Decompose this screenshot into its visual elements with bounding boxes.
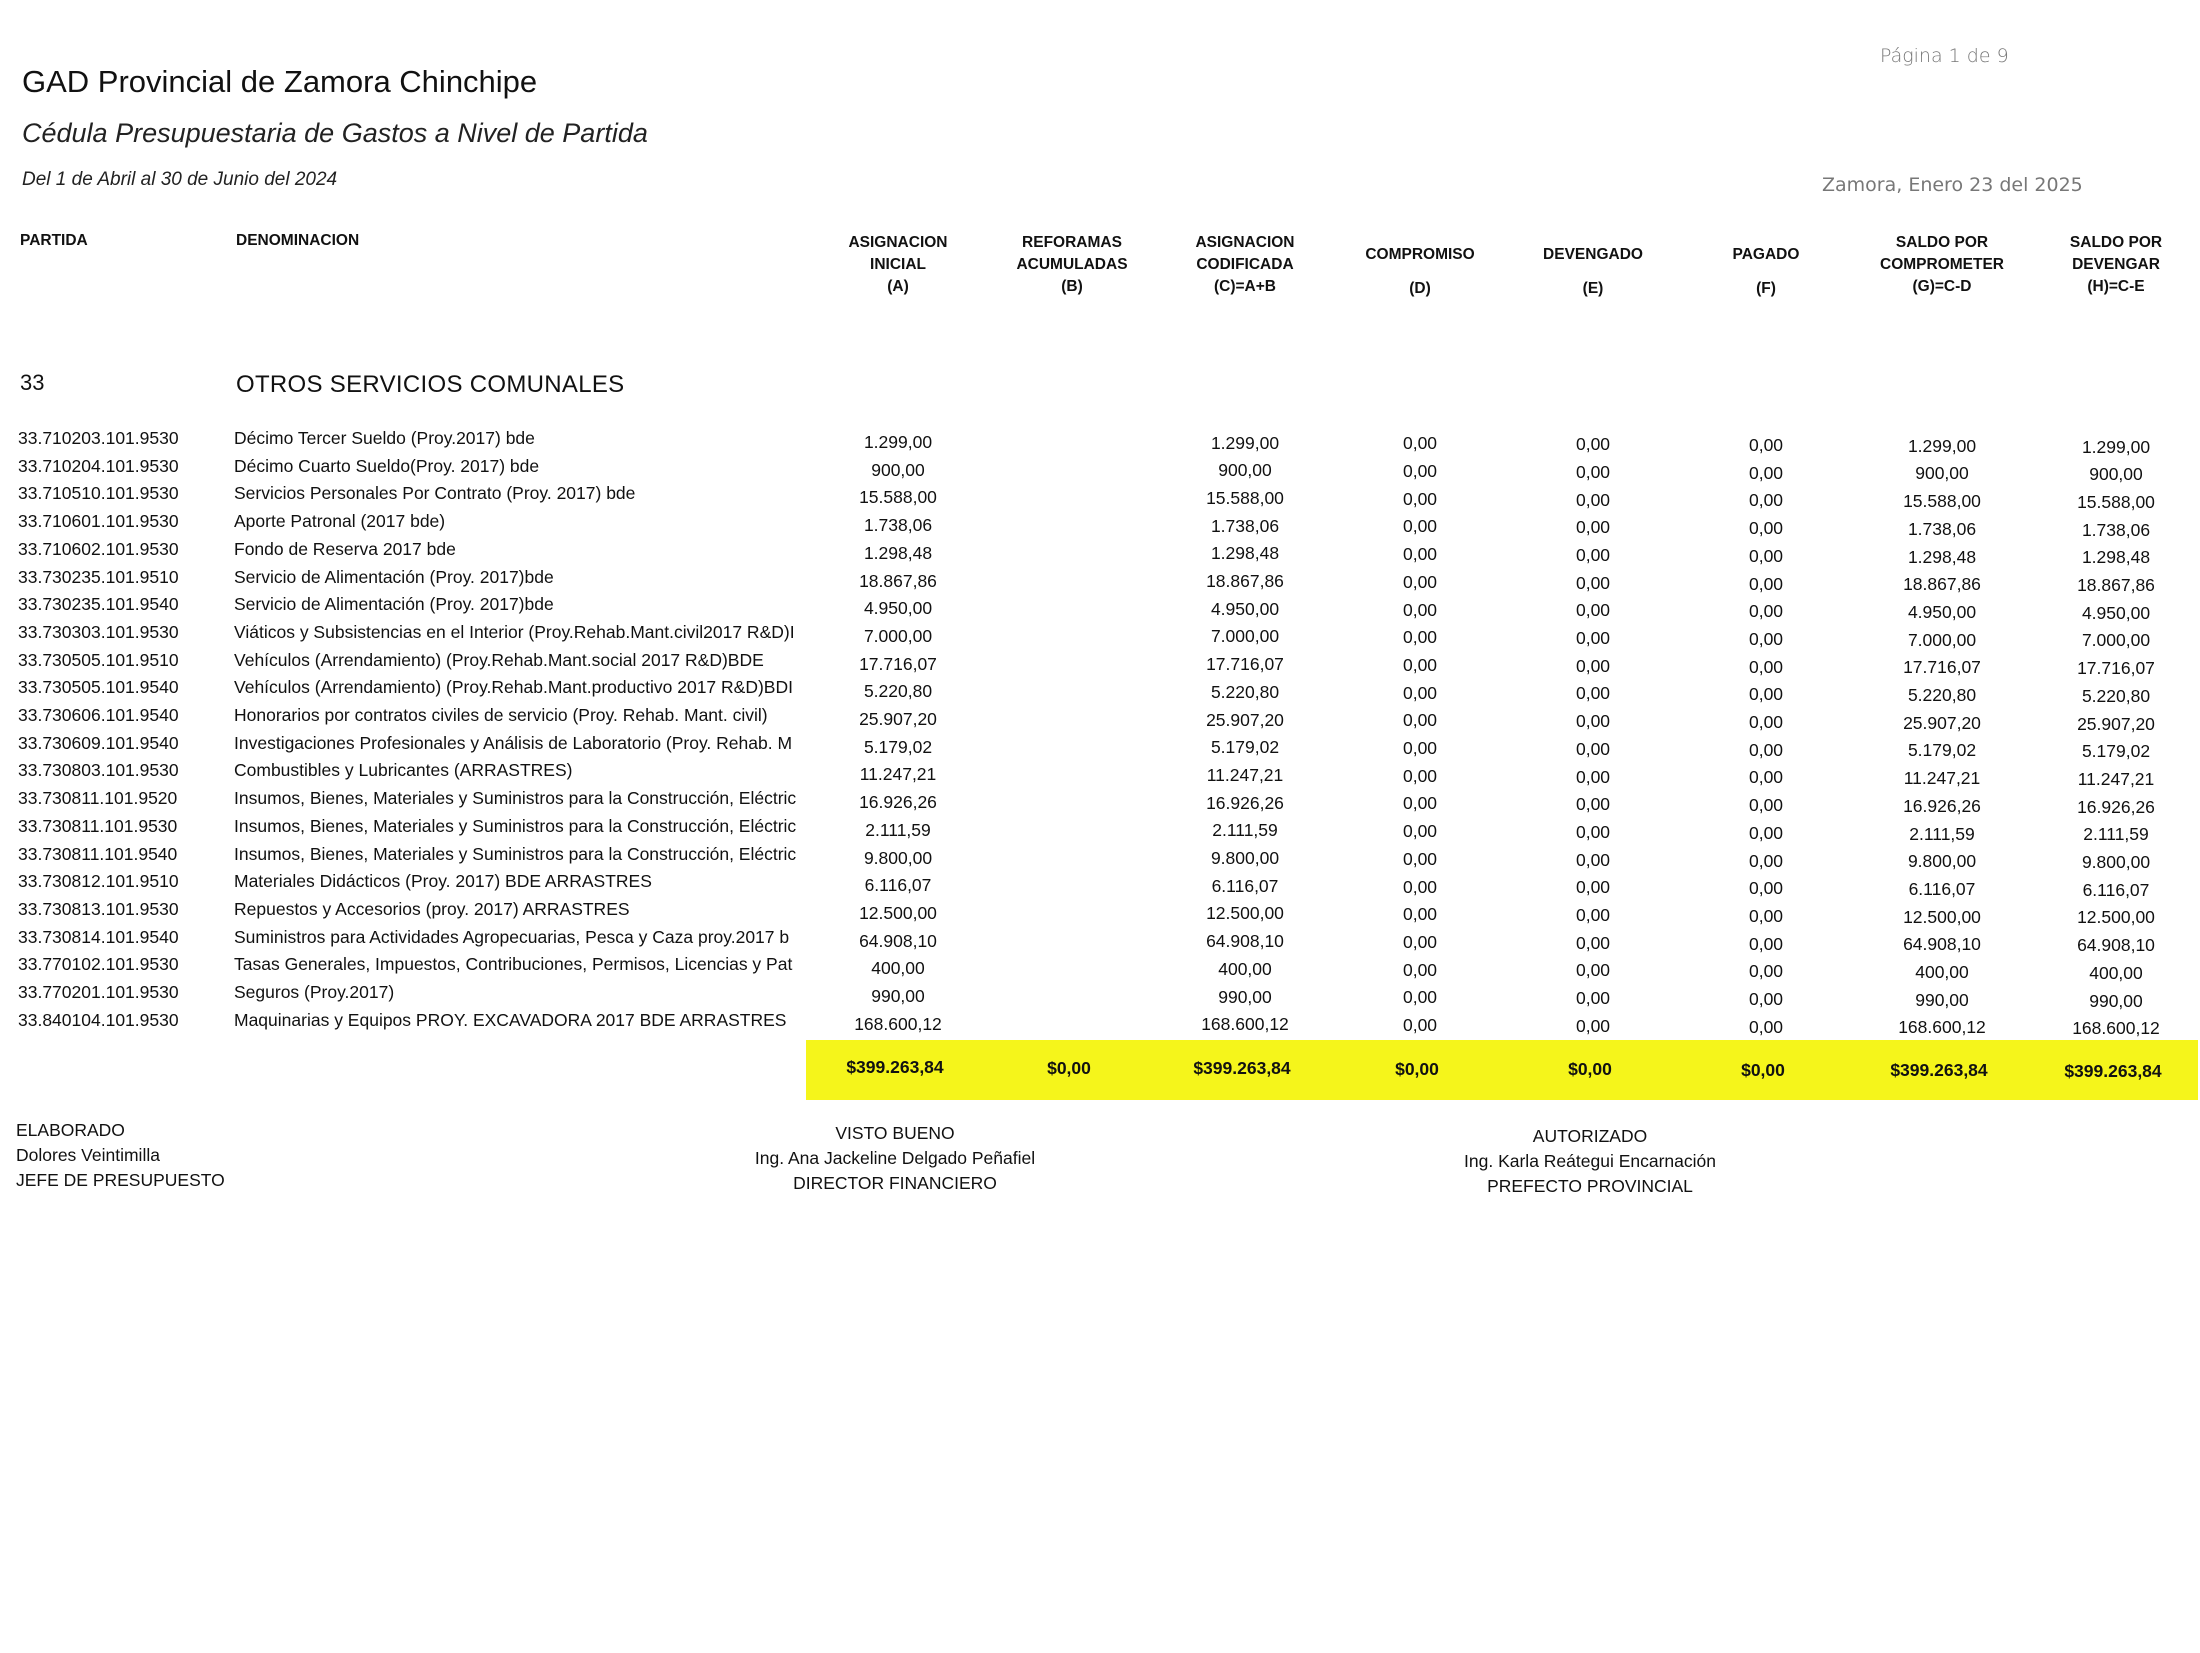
signature-title: DIRECTOR FINANCIERO	[793, 1173, 997, 1193]
cell-a: 16.926,26	[859, 792, 937, 813]
total-h: $399.263,84	[2064, 1060, 2162, 1081]
cell-e: 0,00	[1575, 1015, 1611, 1036]
cell-c: 1.298,48	[1210, 543, 1280, 564]
denominacion: Viáticos y Subsistencias en el Interior (Proy.Rehab.Mant.civil2017 R&D)I	[234, 621, 795, 642]
cell-a: 1.738,06	[863, 515, 933, 536]
cell-e: 0,00	[1575, 766, 1611, 787]
cell-a: 17.716,07	[859, 653, 937, 674]
partida-code: 33.710510.101.9530	[18, 483, 179, 504]
table-row	[0, 788, 2200, 815]
cell-e: 0,00	[1575, 655, 1611, 676]
cell-c: 16.926,26	[1206, 792, 1284, 813]
table-row	[0, 899, 2200, 926]
cell-d: 0,00	[1402, 793, 1438, 814]
cell-c: 9.800,00	[1210, 848, 1280, 869]
cell-h: 7.000,00	[2081, 630, 2151, 651]
signature-title: PREFECTO PROVINCIAL	[1487, 1176, 1693, 1196]
cell-g: 7.000,00	[1907, 629, 1977, 650]
cell-h: 15.588,00	[2077, 491, 2155, 512]
cell-c: 64.908,10	[1206, 931, 1284, 952]
cell-c: 17.716,07	[1206, 654, 1284, 675]
column-header-line2: CODIFICADA	[1196, 256, 1294, 273]
section-name: OTROS SERVICIOS COMUNALES	[236, 371, 625, 398]
cell-e: 0,00	[1575, 905, 1611, 926]
document-subtitle: Cédula Presupuestaria de Gastos a Nivel de Partida	[22, 118, 648, 148]
cell-f: 0,00	[1748, 989, 1784, 1009]
table-row	[0, 622, 2200, 649]
partida-code: 33.770102.101.9530	[18, 954, 179, 975]
cell-d: 0,00	[1402, 461, 1438, 482]
denominacion: Servicio de Alimentación (Proy. 2017)bde	[234, 566, 554, 587]
cell-e: 0,00	[1575, 489, 1611, 510]
cell-g: 64.908,10	[1903, 934, 1981, 955]
table-row	[0, 483, 2200, 510]
cell-e: 0,00	[1575, 960, 1611, 981]
cell-h: 25.907,20	[2077, 713, 2155, 734]
column-header-code: (B)	[1061, 278, 1083, 295]
cell-f: 0,00	[1748, 573, 1784, 594]
cell-e: 0,00	[1575, 711, 1611, 732]
column-header-e	[1503, 244, 1683, 300]
cell-f: 0,00	[1748, 961, 1784, 982]
cell-f: 0,00	[1748, 878, 1784, 899]
denominacion: Servicio de Alimentación (Proy. 2017)bde	[234, 594, 554, 615]
signature-role: ELABORADO	[16, 1120, 125, 1140]
cell-h: 9.800,00	[2081, 852, 2151, 873]
signature-name: Ing. Karla Reátegui Encarnación	[1464, 1151, 1716, 1171]
table-row	[0, 1010, 2200, 1037]
cell-f: 0,00	[1748, 656, 1784, 677]
column-header-f	[1676, 244, 1856, 300]
cell-e: 0,00	[1575, 600, 1611, 621]
column-header-c	[1155, 232, 1335, 298]
column-header-code: (G)=C-D	[1912, 278, 1972, 295]
cell-c: 1.299,00	[1210, 432, 1280, 453]
cell-c: 5.220,80	[1210, 681, 1280, 702]
cell-f: 0,00	[1748, 601, 1784, 622]
cell-f: 0,00	[1748, 435, 1784, 455]
cell-h: 17.716,07	[2077, 658, 2155, 679]
column-header-line2: COMPROMETER	[1880, 256, 2004, 273]
cell-g: 4.950,00	[1907, 601, 1977, 622]
cell-h: 11.247,21	[2077, 768, 2155, 789]
cell-h: 6.116,07	[2082, 879, 2150, 900]
partida-code: 33.730609.101.9540	[18, 732, 179, 753]
table-row	[0, 954, 2200, 981]
cell-d: 0,00	[1402, 654, 1438, 675]
table-row	[0, 760, 2200, 787]
cell-a: 11.247,21	[859, 764, 937, 785]
denominacion: Honorarios por contratos civiles de servicio (Proy. Rehab. Mant. civil)	[234, 705, 768, 725]
column-header-code: (H)=C-E	[2087, 278, 2145, 295]
cell-a: 2.111,59	[865, 819, 931, 840]
cell-e: 0,00	[1575, 628, 1611, 649]
cell-g: 1.298,48	[1907, 546, 1977, 567]
cell-g: 17.716,07	[1903, 657, 1981, 678]
signature-role: VISTO BUENO	[835, 1123, 955, 1143]
cell-c: 168.600,12	[1201, 1014, 1289, 1035]
cell-d: 0,00	[1402, 516, 1438, 537]
cell-e: 0,00	[1575, 821, 1611, 842]
cell-h: 5.179,02	[2081, 741, 2151, 762]
cell-h: 900,00	[2089, 464, 2143, 485]
signature-autorizado	[1400, 1124, 1780, 1199]
table-row	[0, 844, 2200, 871]
partida-code: 33.710204.101.9530	[18, 455, 179, 476]
cell-g: 12.500,00	[1903, 906, 1981, 927]
cell-f: 0,00	[1748, 739, 1784, 760]
cell-h: 2.111,59	[2083, 824, 2149, 845]
cell-d: 0,00	[1402, 710, 1438, 731]
cell-h: 400,00	[2089, 962, 2143, 983]
table-row	[0, 982, 2200, 1009]
place-date: Zamora, Enero 23 del 2025	[1822, 174, 2083, 196]
partida-code: 33.770201.101.9530	[18, 982, 179, 1002]
column-header-line1: COMPROMISO	[1365, 246, 1475, 263]
partida-code: 33.730811.101.9540	[18, 843, 178, 864]
cell-c: 4.950,00	[1210, 598, 1280, 619]
cell-d: 0,00	[1402, 488, 1438, 509]
cell-e: 0,00	[1575, 988, 1611, 1009]
cell-f: 0,00	[1748, 545, 1784, 566]
cell-f: 0,00	[1748, 712, 1784, 732]
cell-h: 4.950,00	[2081, 602, 2151, 623]
cell-d: 0,00	[1402, 931, 1438, 952]
partida-code: 33.730235.101.9510	[18, 566, 179, 587]
cell-d: 0,00	[1402, 544, 1438, 565]
column-header-line1: SALDO POR	[1895, 234, 1989, 251]
partida-code: 33.730812.101.9510	[18, 871, 179, 892]
denominacion: Maquinarias y Equipos PROY. EXCAVADORA 2017 BDE ARRASTRES	[234, 1009, 787, 1030]
cell-g: 168.600,12	[1898, 1017, 1986, 1038]
cell-e: 0,00	[1575, 683, 1611, 704]
cell-c: 990,00	[1218, 986, 1272, 1007]
total-d: $0,00	[1395, 1058, 1439, 1079]
cell-e: 0,00	[1575, 572, 1611, 593]
partida-code: 33.730505.101.9510	[18, 649, 179, 670]
table-row	[0, 539, 2200, 566]
cell-a: 9.800,00	[863, 847, 933, 868]
cell-a: 5.179,02	[863, 736, 933, 757]
cell-d: 0,00	[1402, 987, 1438, 1008]
cell-d: 0,00	[1402, 765, 1438, 786]
cell-g: 400,00	[1915, 962, 1969, 983]
cell-f: 0,00	[1748, 490, 1784, 511]
cell-h: 12.500,00	[2077, 907, 2155, 928]
cell-d: 0,00	[1402, 848, 1438, 869]
document-title: GAD Provincial de Zamora Chinchipe	[22, 64, 538, 99]
table-row	[0, 871, 2200, 898]
cell-f: 0,00	[1748, 518, 1784, 539]
partida-code: 33.730235.101.9540	[18, 594, 179, 615]
column-header-partida: PARTIDA	[20, 232, 88, 249]
column-header-line1: PAGADO	[1732, 246, 1800, 263]
denominacion: Fondo de Reserva 2017 bde	[234, 538, 456, 559]
cell-d: 0,00	[1402, 571, 1438, 592]
cell-c: 900,00	[1218, 460, 1272, 481]
cell-g: 5.179,02	[1907, 740, 1977, 761]
cell-d: 0,00	[1402, 876, 1438, 897]
cell-c: 25.907,20	[1206, 709, 1284, 730]
cell-g: 900,00	[1915, 463, 1969, 484]
cell-h: 1.298,48	[2081, 547, 2151, 568]
table-row	[0, 511, 2200, 538]
column-header-line2: DEVENGAR	[2072, 256, 2160, 273]
denominacion: Insumos, Bienes, Materiales y Suministros para la Construcción, Eléctric	[234, 843, 797, 864]
cell-f: 0,00	[1748, 462, 1784, 483]
cell-e: 0,00	[1575, 877, 1611, 898]
cell-e: 0,00	[1575, 932, 1611, 953]
partida-code: 33.730606.101.9540	[18, 705, 179, 725]
cell-a: 6.116,07	[864, 875, 932, 896]
cell-e: 0,00	[1575, 738, 1611, 759]
denominacion: Servicios Personales Por Contrato (Proy. 2017) bde	[234, 483, 636, 504]
cell-f: 0,00	[1748, 822, 1784, 843]
partida-code: 33.730814.101.9540	[18, 926, 179, 947]
denominacion: Vehículos (Arrendamiento) (Proy.Rehab.Mant.social 2017 R&D)BDE	[234, 649, 764, 670]
cell-f: 0,00	[1748, 628, 1784, 649]
cell-c: 7.000,00	[1210, 626, 1280, 647]
denominacion: Repuestos y Accesorios (proy. 2017) ARRASTRES	[234, 898, 630, 919]
cell-a: 900,00	[871, 459, 925, 480]
column-header-code: (A)	[887, 278, 909, 295]
cell-f: 0,00	[1748, 684, 1784, 705]
table-row	[0, 816, 2200, 843]
denominacion: Materiales Didácticos (Proy. 2017) BDE ARRASTRES	[234, 871, 652, 892]
partida-code: 33.710203.101.9530	[18, 428, 179, 448]
signature-visto-bueno	[700, 1121, 1090, 1196]
column-header-b	[982, 232, 1162, 298]
cell-d: 0,00	[1402, 682, 1438, 703]
cell-g: 1.299,00	[1907, 435, 1977, 456]
cell-a: 12.500,00	[859, 902, 937, 923]
partida-code: 33.710602.101.9530	[18, 538, 179, 559]
partida-code: 33.730505.101.9540	[18, 677, 179, 698]
signature-name: Dolores Veintimilla	[16, 1145, 160, 1165]
column-header-code: (C)=A+B	[1213, 278, 1276, 295]
table-row	[0, 733, 2200, 760]
partida-code: 33.840104.101.9530	[18, 1009, 179, 1030]
table-row	[0, 594, 2200, 621]
cell-a: 15.588,00	[859, 487, 937, 508]
total-g: $399.263,84	[1890, 1060, 1988, 1080]
cell-c: 15.588,00	[1206, 487, 1284, 508]
denominacion: Insumos, Bienes, Materiales y Suministros para la Construcción, Eléctric	[234, 788, 797, 809]
signature-elaborado	[16, 1118, 225, 1193]
total-a: $399.263,84	[846, 1057, 944, 1077]
cell-c: 11.247,21	[1206, 764, 1284, 785]
cell-a: 4.950,00	[863, 598, 933, 619]
table-row	[0, 927, 2200, 954]
partida-code: 33.710601.101.9530	[18, 511, 179, 532]
cell-g: 15.588,00	[1903, 491, 1981, 512]
partida-code: 33.730811.101.9520	[18, 788, 178, 809]
cell-f: 0,00	[1748, 905, 1784, 926]
total-e: $0,00	[1568, 1059, 1612, 1079]
cell-a: 25.907,20	[859, 709, 937, 729]
partida-code: 33.730803.101.9530	[18, 760, 179, 781]
cell-a: 400,00	[871, 958, 925, 979]
cell-e: 0,00	[1575, 544, 1611, 565]
column-header-a	[808, 232, 988, 298]
section-code: 33	[20, 370, 45, 395]
cell-g: 25.907,20	[1903, 712, 1981, 733]
denominacion: Suministros para Actividades Agropecuarias, Pesca y Caza proy.2017 b	[234, 926, 790, 947]
total-b: $0,00	[1047, 1057, 1091, 1078]
table-row	[0, 705, 2200, 732]
cell-h: 1.299,00	[2081, 436, 2151, 457]
cell-g: 2.111,59	[1909, 823, 1975, 844]
table-row	[0, 677, 2200, 704]
page-number: Página 1 de 9	[1880, 45, 2009, 67]
cell-c: 12.500,00	[1206, 903, 1284, 924]
denominacion: Combustibles y Lubricantes (ARRASTRES)	[234, 760, 573, 781]
total-c: $399.263,84	[1193, 1058, 1291, 1078]
cell-h: 990,00	[2089, 990, 2143, 1011]
table-row	[0, 567, 2200, 594]
column-header-code: (E)	[1582, 280, 1604, 297]
denominacion: Décimo Cuarto Sueldo(Proy. 2017) bde	[234, 455, 540, 476]
column-header-g	[1852, 232, 2032, 298]
table-row	[0, 428, 2200, 455]
denominacion: Seguros (Proy.2017)	[234, 982, 395, 1002]
column-header-line1: ASIGNACION	[848, 234, 948, 251]
cell-e: 0,00	[1575, 849, 1611, 870]
cell-d: 0,00	[1402, 599, 1438, 620]
cell-a: 1.299,00	[863, 432, 933, 452]
cell-h: 64.908,10	[2077, 935, 2155, 956]
cell-c: 18.867,86	[1206, 571, 1284, 592]
denominacion: Vehículos (Arrendamiento) (Proy.Rehab.Mant.productivo 2017 R&D)BDI	[234, 677, 793, 698]
cell-g: 1.738,06	[1907, 518, 1977, 539]
cell-h: 16.926,26	[2077, 796, 2155, 817]
signature-role: AUTORIZADO	[1532, 1126, 1648, 1146]
cell-c: 6.116,07	[1211, 875, 1279, 896]
cell-g: 990,00	[1915, 989, 1969, 1010]
denominacion: Aporte Patronal (2017 bde)	[234, 511, 446, 532]
cell-g: 11.247,21	[1903, 768, 1981, 789]
cell-e: 0,00	[1575, 517, 1611, 538]
cell-e: 0,00	[1575, 434, 1611, 455]
cell-f: 0,00	[1748, 850, 1784, 871]
cell-c: 1.738,06	[1210, 515, 1280, 536]
column-header-line1: REFORAMAS	[1022, 234, 1122, 251]
cell-f: 0,00	[1748, 795, 1784, 816]
cell-d: 0,00	[1402, 1015, 1438, 1036]
column-header-line1: DEVENGADO	[1543, 246, 1643, 263]
cell-c: 5.179,02	[1210, 737, 1280, 758]
cell-g: 5.220,80	[1907, 685, 1977, 706]
cell-a: 1.298,48	[863, 542, 933, 563]
column-header-line2: INICIAL	[870, 256, 926, 273]
cell-d: 0,00	[1402, 959, 1438, 980]
cell-a: 5.220,80	[863, 681, 933, 702]
cell-f: 0,00	[1748, 1016, 1784, 1037]
cell-d: 0,00	[1402, 433, 1438, 454]
cell-a: 7.000,00	[863, 625, 933, 646]
denominacion: Insumos, Bienes, Materiales y Suministros para la Construcción, Eléctric	[234, 815, 797, 836]
cell-d: 0,00	[1402, 821, 1438, 842]
cell-d: 0,00	[1402, 904, 1438, 925]
denominacion: Investigaciones Profesionales y Análisis de Laboratorio (Proy. Rehab. M	[234, 732, 793, 753]
total-f: $0,00	[1741, 1059, 1785, 1080]
column-header-line1: SALDO POR	[2069, 234, 2163, 251]
table-row	[0, 456, 2200, 483]
report-period: Del 1 de Abril al 30 de Junio del 2024	[22, 169, 338, 190]
cell-h: 168.600,12	[2072, 1018, 2160, 1039]
cell-g: 9.800,00	[1907, 851, 1977, 872]
column-header-line2: ACUMULADAS	[1016, 256, 1128, 273]
cell-g: 18.867,86	[1903, 574, 1981, 595]
denominacion: Tasas Generales, Impuestos, Contribuciones, Permisos, Licencias y Pat	[234, 954, 793, 975]
partida-code: 33.730811.101.9530	[18, 815, 178, 836]
table-row	[0, 650, 2200, 677]
cell-a: 18.867,86	[859, 570, 937, 591]
partida-code: 33.730813.101.9530	[18, 898, 179, 919]
cell-c: 400,00	[1218, 958, 1272, 979]
column-header-h	[2026, 232, 2200, 298]
cell-h: 1.738,06	[2081, 519, 2151, 540]
column-header-line1: ASIGNACION	[1195, 234, 1295, 251]
cell-c: 2.111,59	[1212, 820, 1278, 841]
cell-d: 0,00	[1402, 627, 1438, 648]
cell-d: 0,00	[1402, 738, 1438, 759]
cell-e: 0,00	[1575, 461, 1611, 482]
signature-name: Ing. Ana Jackeline Delgado Peñafiel	[754, 1148, 1036, 1168]
cell-f: 0,00	[1748, 767, 1784, 788]
cell-f: 0,00	[1748, 933, 1784, 954]
column-header-code: (D)	[1409, 280, 1431, 297]
cell-e: 0,00	[1575, 794, 1611, 815]
partida-code: 33.730303.101.9530	[18, 621, 179, 642]
column-header-d	[1330, 244, 1510, 300]
cell-a: 64.908,10	[859, 930, 937, 951]
cell-g: 16.926,26	[1903, 795, 1981, 816]
denominacion: Décimo Tercer Sueldo (Proy.2017) bde	[234, 428, 535, 448]
cell-h: 5.220,80	[2081, 685, 2151, 706]
cell-h: 18.867,86	[2077, 575, 2155, 596]
cell-a: 990,00	[871, 986, 925, 1006]
cell-g: 6.116,07	[1908, 878, 1976, 899]
column-header-code: (F)	[1756, 280, 1776, 297]
signature-title: JEFE DE PRESUPUESTO	[16, 1170, 225, 1190]
cell-a: 168.600,12	[854, 1013, 942, 1034]
column-header-denominacion: DENOMINACION	[236, 232, 360, 249]
